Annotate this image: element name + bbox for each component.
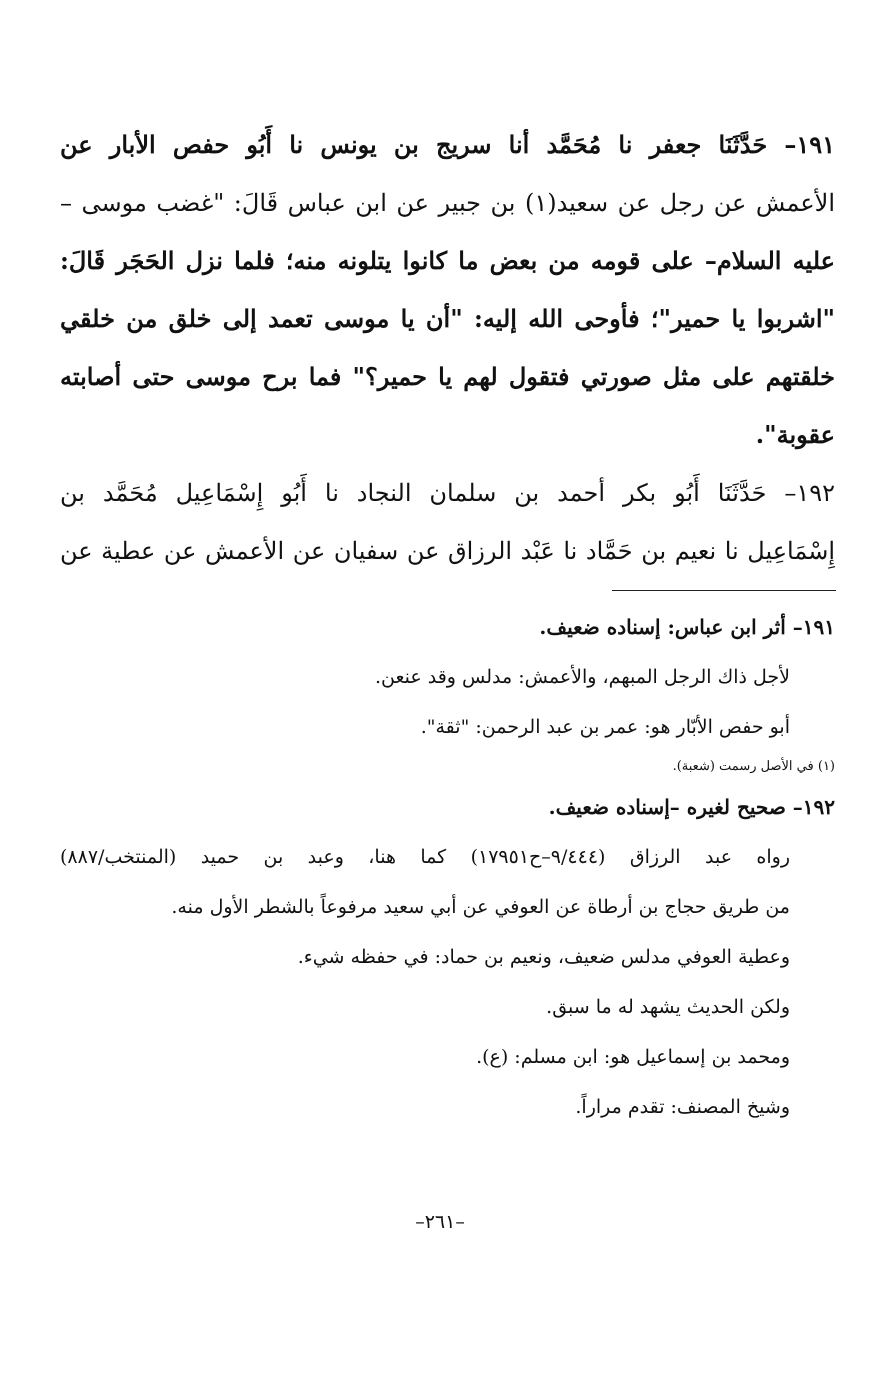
- note-192-line: وعطية العوفي مدلس ضعيف، ونعيم بن حماد: في حفظه شيء.: [297, 946, 790, 968]
- text-line-8: إِسْمَاعِيل نا نعيم بن حَمَّاد نا عَبْد الرزاق عن سفيان عن الأعمش عن عطية عن: [60, 537, 835, 565]
- text-line-4: "اشربوا يا حمير"؛ فأوحى الله إليه: "أن يا موسى تعمد إلى خلق من خلقي: [60, 304, 835, 333]
- text-line-5: خلقتهم على مثل صورتي فتقول لهم يا حمير؟" فما برح موسى حتى أصابته: [60, 362, 835, 391]
- footnote-separator: [612, 590, 836, 591]
- note-191-line: لأجل ذاك الرجل المبهم، والأعمش: مدلس وقد عنعن.: [374, 666, 790, 688]
- note-191-heading: ١٩١– أثر ابن عباس: إسناده ضعيف.: [539, 615, 835, 639]
- note-192-line: رواه عبد الرزاق (٩/٤٤٤–ح١٧٩٥١) كما هنا، وعبد بن حميد (المنتخب/٨٨٧): [60, 846, 791, 868]
- note-192-line: ومحمد بن إسماعيل هو: ابن مسلم: (ع).: [476, 1046, 790, 1068]
- commentary-notes: [60, 602, 835, 1132]
- note-192-line: من طريق حجاج بن أرطاة عن العوفي عن أبي سعيد مرفوعاً بالشطر الأول منه.: [171, 896, 790, 918]
- footnote-1: (١) في الأصل رسمت (شعبة).: [672, 759, 835, 774]
- page-number: –٢٦١–: [415, 1211, 465, 1233]
- note-192-heading: ١٩٢– صحيح لغيره –إسناده ضعيف.: [548, 795, 835, 819]
- note-192-line: وشيخ المصنف: تقدم مراراً.: [575, 1096, 790, 1118]
- note-192-line: ولكن الحديث يشهد له ما سبق.: [546, 996, 790, 1018]
- main-text: [60, 116, 835, 580]
- text-line-6: عقوبة".: [755, 420, 835, 449]
- text-line-1: ١٩١– حَدَّثَنَا جعفر نا مُحَمَّد أنا سريج بن يونس نا أَبُو حفص الأبار عن: [60, 130, 835, 159]
- text-line-2: الأعمش عن رجل عن سعيد(١) بن جبير عن ابن عباس قَالَ: "غضب موسى –: [60, 189, 835, 217]
- note-191-line: أبو حفص الأبّار هو: عمر بن عبد الرحمن: "ثقة".: [420, 716, 790, 738]
- text-line-7: ١٩٢– حَدَّثَنَا أَبُو بكر أحمد بن سلمان النجاد نا أَبُو إِسْمَاعِيل مُحَمَّد بن: [60, 479, 835, 507]
- text-line-3: عليه السلام– على قومه من بعض ما كانوا يتلونه منه؛ فلما نزل الحَجَر قَالَ:: [60, 246, 835, 275]
